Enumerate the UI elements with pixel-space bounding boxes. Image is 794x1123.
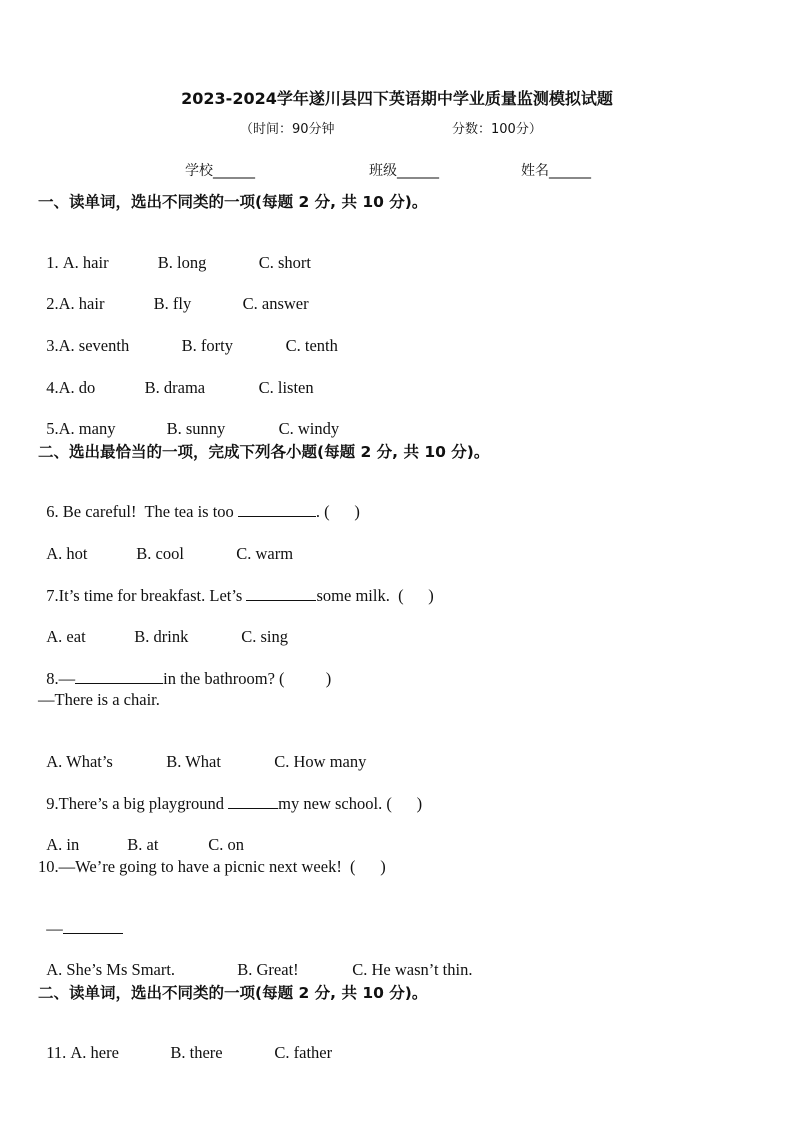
option-b: B. sunny <box>166 419 226 438</box>
question-8-reply: —There is a chair. <box>38 690 160 709</box>
option-c: C. How many <box>274 752 367 771</box>
option-a: A. many <box>58 419 116 438</box>
option-b: B. at <box>127 835 159 854</box>
question-number: 3. <box>46 336 59 355</box>
question-stem-end: my new school. ( ) <box>278 794 423 813</box>
question-8-options <box>38 732 366 772</box>
option-c: C. short <box>258 253 312 272</box>
dot: . <box>62 1043 71 1062</box>
question-10-reply <box>38 899 123 939</box>
question-11 <box>38 1023 332 1063</box>
question-stem: 6. Be careful! The tea is too <box>46 502 238 521</box>
question-7-options <box>38 607 288 647</box>
option-a: A. hair <box>58 294 105 313</box>
question-stem-end: in the bathroom? ( ) <box>163 669 332 688</box>
question-number: 1 <box>46 253 55 272</box>
exam-score: 分数：100分） <box>452 122 542 137</box>
option-b: B. fly <box>153 294 192 313</box>
question-number: 5. <box>46 419 59 438</box>
option-a: A. She’s Ms Smart. <box>46 960 176 979</box>
option-b: B. long <box>157 253 207 272</box>
section-heading: 二、选出最恰当的一项，完成下列各小题(每题 2 分, 共 10 分)。 <box>38 443 490 461</box>
option-a: A. eat <box>46 627 86 646</box>
answer-blank <box>246 586 316 601</box>
question-stem: 9.There’s a big playground <box>46 794 229 813</box>
question-number: 11 <box>46 1043 63 1062</box>
option-a: A. in <box>46 835 80 854</box>
question-1 <box>38 233 311 273</box>
question-5 <box>38 399 339 439</box>
option-c: C. listen <box>258 378 314 397</box>
section-heading: 一、读单词，选出不同类的一项(每题 2 分, 共 10 分)。 <box>38 193 428 211</box>
option-c: C. answer <box>242 294 309 313</box>
option-c: C. on <box>208 835 245 854</box>
option-a: A. here <box>70 1043 119 1062</box>
question-number: 4. <box>46 378 59 397</box>
option-c: C. He wasn’t thin. <box>352 960 473 979</box>
class-field: 班级______ <box>369 163 439 179</box>
section-heading: 二、读单词，选出不同类的一项(每题 2 分, 共 10 分)。 <box>38 984 428 1002</box>
question-stem: 7.It’s time for breakfast. Let’s <box>46 586 247 605</box>
option-b: B. drama <box>144 378 206 397</box>
question-stem-end: some milk. ( ) <box>316 586 434 605</box>
question-10-options <box>38 940 472 980</box>
option-a: A. hair <box>62 253 109 272</box>
option-c: C. tenth <box>285 336 338 355</box>
option-c: C. father <box>274 1043 333 1062</box>
option-b: B. forty <box>181 336 233 355</box>
option-b: B. Great! <box>237 960 299 979</box>
answer-blank <box>75 669 163 684</box>
option-b: B. What <box>166 752 221 771</box>
option-b: B. cool <box>136 544 184 563</box>
question-9-options <box>38 815 244 855</box>
page-title: 2023-2024学年遂川县四下英语期中学业质量监测模拟试题 <box>181 89 613 108</box>
option-b: B. there <box>170 1043 223 1062</box>
dot: . <box>54 253 63 272</box>
option-a: A. hot <box>46 544 88 563</box>
question-6 <box>38 482 360 522</box>
option-b: B. drink <box>134 627 189 646</box>
question-stem: 8.— <box>46 669 76 688</box>
option-a: A. seventh <box>58 336 130 355</box>
answer-blank <box>63 919 123 934</box>
question-6-options <box>38 524 293 564</box>
question-stem-end: . ( ) <box>315 502 360 521</box>
option-a: A. do <box>58 378 96 397</box>
option-c: C. warm <box>236 544 294 563</box>
reply-dash: — <box>46 919 63 938</box>
question-3 <box>38 316 338 356</box>
question-10: 10.—We’re going to have a picnic next week! ( ) <box>38 857 386 876</box>
exam-time: （时间：90分钟 <box>240 122 335 137</box>
question-number: 2. <box>46 294 59 313</box>
school-field: 学校______ <box>185 163 255 179</box>
option-a: A. What’s <box>46 752 113 771</box>
option-c: C. sing <box>241 627 289 646</box>
question-9 <box>38 774 422 814</box>
question-4 <box>38 358 314 398</box>
name-field: 姓名______ <box>521 163 591 179</box>
question-7 <box>38 566 434 606</box>
question-2 <box>38 274 309 314</box>
answer-blank <box>228 794 278 809</box>
question-8 <box>38 649 331 689</box>
option-c: C. windy <box>278 419 340 438</box>
answer-blank <box>238 502 316 517</box>
